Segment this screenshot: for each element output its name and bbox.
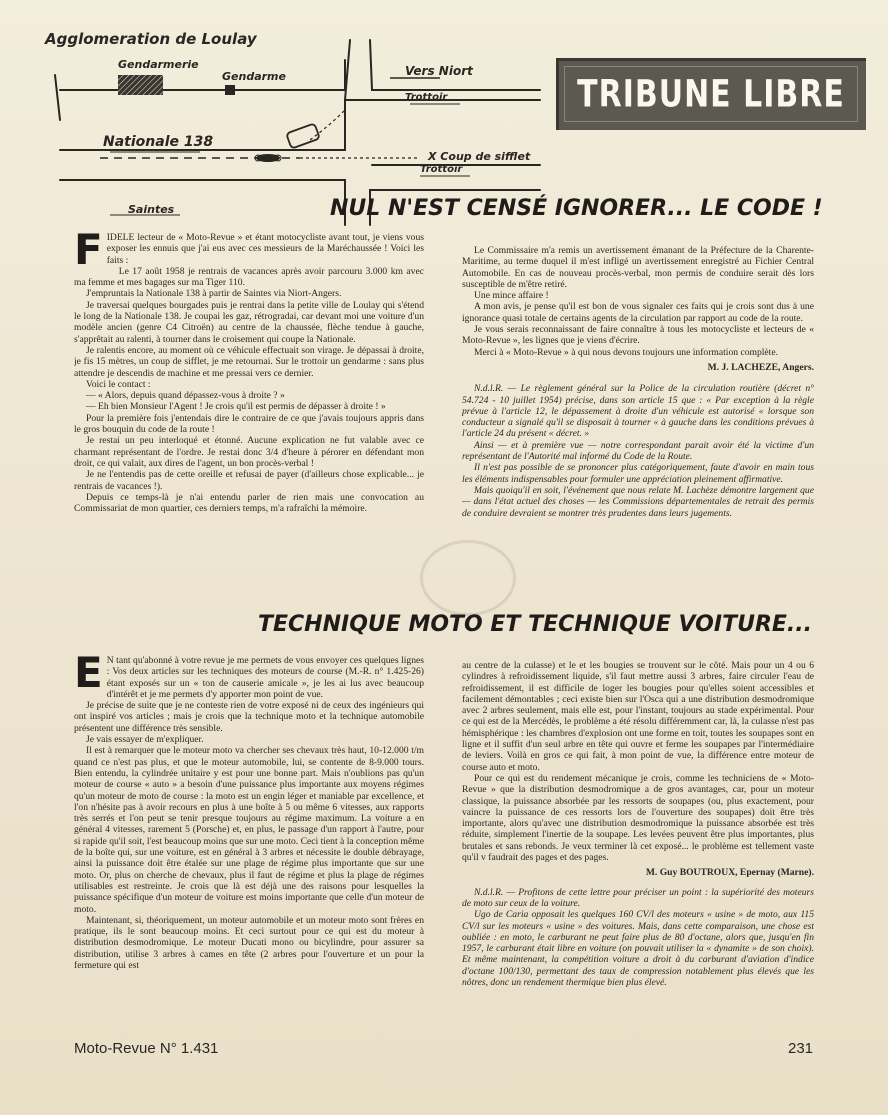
footer-magazine: Moto-Revue N° 1.431 — [74, 1040, 219, 1057]
article1-paragraph: IDELE lecteur de « Moto-Revue » et étant motocycliste avant tout, je viens vous exposer les ennuis que j'ai eus avec ces messieurs de la Maréchaussée ! Voici les faits : — [106, 232, 424, 266]
article1-paragraph: Pour la première fois j'entendais dire le contraire de ce que j'avais toujours appris dans le gros bouquin du code de la route ! — [74, 412, 424, 436]
article2-right-column — [462, 660, 814, 1032]
article1-paragraph: Depuis ce temps-là je n'ai entendu parler de rien mais une convocation au Commissariat de mon quartier, ces derniers temps, m'a rafraîchi la mémoire. — [74, 491, 424, 515]
article1-paragraph: Merci à « Moto-Revue » à qui nous devons toujours une information complète. — [474, 346, 779, 358]
article1-paragraph: Je ne l'entendis pas de cette oreille et refusai de payer (d'ailleurs chose explicable... je rentrais de vacances !). — [74, 469, 424, 492]
map-label-coup-sifflet: X Coup de sifflet — [428, 150, 531, 163]
article1-paragraph: — Eh bien Monsieur l'Agent ! Je crois qu'il est permis de dépasser à droite ! » — [86, 401, 386, 413]
article2-signature: M. Guy BOUTROUX, Epernay (Marne). — [645, 867, 814, 879]
article1-paragraph: J'empruntais la Nationale 138 à partir de Saintes via Niort-Angers. — [86, 288, 342, 300]
map-label-trottoir-top: Trottoir — [405, 92, 448, 103]
map-label-vers-niort: Vers Niort — [405, 64, 473, 78]
watermark-stamp — [420, 540, 516, 616]
article1-paragraph: Je vous serais reconnaissant de faire connaître à tous les motocycliste et lecteurs de « Moto-Revue », les lignes que je viens d'écrire. — [462, 324, 814, 347]
article2-left-column — [74, 655, 424, 1033]
article2-paragraph: au centre de la culasse) et le et les bougies se trouvent sur le côté. Mais pour un 4 ou 6 cylindres à refroidissement liquide, s'il faut mettre aussi 3 arbres, faire circuler l'eau de refroidissement, il est difficile de loger les bougies pour qu'elles soient accessibles et facilement démontables ; ceci existe bien sur l'Osca qui a une distribution desmodromique avec 2 arbres seulement, mais elle est, pour l'instant, toujours au stade expérimental. Pour ce qui est de la Mercédès, le problème a été résolu différemment car, là, la culasse n'est pas hémisphérique : les chambres d'explosion ont une forme en toit, toutes les soupapes sont en ligne et il suffit d'un seul arbre en tête qui ouvre et ferme les soupapes par l'intermédiaire de leviers. Voilà en gros ce qui fait, à mon point de vue, la différence entre moteur de course auto et moto. — [462, 660, 814, 773]
article1-ndlr: N.d.l.R. — Le règlement général sur la Police de la circulation routière (décret n° 54.724 - 10 juillet 1954) précise, dans son article 15 que : « Par exception à la règle prévue à l'article 12, le dépassement à droite d'un véhicule est autorisé « lorsque son conducteur a signalé qu'il se disposait à tourner « à gauche dans les conditions prévues à l'article 24 du présent « décret. » — [462, 383, 814, 440]
article1-signature: M. J. LACHEZE, Angers. — [707, 361, 814, 373]
article2-paragraph: Je vais essayer de m'expliquer. — [86, 734, 204, 746]
article1-paragraph: Voici le contact : — [86, 378, 151, 390]
footer-page-number: 231 — [788, 1040, 814, 1057]
article1-paragraph: Le 17 août 1958 je rentrais de vacances après avoir parcouru 3.000 km avec ma femme et mes bagages sur ma Tiger 110. — [74, 265, 424, 289]
article2-ndlr: N.d.l.R. — Profitons de cette lettre pour préciser un point : la supériorité des moteurs de moto sur ceux de la voiture. — [462, 886, 814, 909]
article2-paragraph: Il est à remarquer que le moteur moto va chercher ses chevaux très haut, 10-12.000 t/m quand ce n'est pas plus, et que le moteur automobile, lui, se contente de 8-9.000 tours. Bien entendu, la cylindrée unitaire y est pour une bonne part. Mais n'oublions pas qu'un moteur de course « auto » a besoin d'une puissance plus importante aux moyens régimes qu'un moteur de moto de course : la moto est un engin léger et maniable par excellence, et l'on n'hésite pas à avoir recours en plus à une boîte à 5 ou même 6 vitesses, aux rapports très serrés et l'on peut se tenir presque toujours au régime maximum. La voiture a en général 4 vitesses, rarement 5 (Porsche) et, en plus, le passage d'un rapport à l'autre, pour si rapide qu'il soit, l'est beaucoup moins que sur une moto. Ceci tient à la conception même de la boîte qui, sur une voiture, est en général à 3 arbres et nécessite le double débrayage, ainsi la puissance doit être étalée sur une plage de régime plus importante que sur une moto. Or, plus on cherche de chevaux, plus il faut de régime et plus la plage de régimes utilisables est restreinte. Je crois que là est déjà une des raisons pour lesquelles la puissance spécifique d'un moteur de voiture est moins importante que celle d'un moteur de moto. — [74, 745, 424, 915]
headline-technique: TECHNIQUE MOTO ET TECHNIQUE VOITURE... — [258, 612, 812, 637]
gendarme-marker — [225, 85, 235, 95]
article1-paragraph: — « Alors, depuis quand dépassez-vous à droite ? » — [86, 390, 285, 402]
article2-paragraph: Je précise de suite que je ne conteste rien de votre exposé ni de ceux des ingénieurs qui ont inspiré vos articles ; mais je crois que la technique moto et la technique automobile présentent une différence très sensible. — [74, 700, 424, 734]
article1-left-column — [74, 232, 424, 572]
map-label-nationale: Nationale 138 — [103, 134, 214, 150]
map-label-gendarme: Gendarme — [222, 70, 286, 83]
map-label-town: Agglomeration de Loulay — [45, 30, 257, 48]
section-header-box — [556, 58, 866, 130]
headline-code: NUL N'EST CENSÉ IGNORER... LE CODE ! — [330, 196, 823, 221]
map-label-saintes: Saintes — [128, 203, 175, 216]
article1-ndlr: Mais quoiqu'il en soit, l'événement que nous relate M. Lachèze démontre largement que — dans l'état actuel des choses — les Commissions départementales de retrait des permis de conduire devraient se montrer très prudentes dans leurs jugements. — [462, 484, 814, 519]
article1-paragraph: Une mince affaire ! — [474, 290, 549, 302]
article1-paragraph: A mon avis, je pense qu'il est bon de vous signaler ces faits qui je crois sont dus à une ignorance quasi totale de certains agents de la circulation par rapport au code de la route. — [462, 301, 814, 324]
article1-dropcap: F — [74, 232, 103, 274]
map-label-trottoir-bottom: Trottoir — [420, 164, 463, 175]
section-title: TRIBUNE LIBRE — [577, 72, 845, 116]
article2-ndlr: Ugo de Caria opposait les quelques 160 CV/l des moteurs « usine » de moto, aux 115 CV/l sur les moteurs « usine » des voitures. Mais, dans cette comparaison, une chose est oubliée : en moto, le carburant ne peut faire plus de 80 d'octane, alors que, jusqu'en fin 1957, le carburant était libre en voiture (on pouvait utiliser la « dynamite » de son choix). Et même maintenant, la compétition voiture a droit à du carburant d'aviation d'indice d'octane 100/130, permettant des taux de compression notablement plus élevés que les nôtres, donc un rendement thermique bien plus élevé. — [462, 909, 814, 989]
article1-paragraph: Le Commissaire m'a remis un avertissement émanant de la Préfecture de la Charente-Maritime, au terme duquel il m'est infligé un avertissement enregistré au Fichier Central Automobile. En cas de nouveau procès-verbal, mon permis de conduire serait dès lors susceptible de m'être retiré. — [462, 245, 814, 290]
article2-paragraph: N tant qu'abonné à votre revue je me permets de vous envoyer ces quelques lignes : Vos deux articles sur les techniques des moteurs de course (M.-R. n° 1.425-26) étant exposés sur un « ton de causerie amicale », je les ai lus avec beaucoup d'intérêt et je me permets d'y apporter mon point de vue. — [106, 655, 424, 700]
article1-ndlr: Ainsi — et à première vue — notre correspondant parait avoir été la victime d'un représentant de l'Autorité mal informé du Code de la Route. — [462, 439, 814, 463]
article1-right-column — [462, 245, 814, 575]
article2-paragraph: Maintenant, si, théoriquement, un moteur automobile et un moteur moto sont frères en pratique, ils le sont beaucoup moins. Et ceci surtout pour ce qui est du moteur à distribution desmodromique. Le moteur Ducati mono ou bicylindre, pour assurer sa distribution, utilise 3 arbres à cames en tête (2 arbres pour l'ouverture et un pour la fermeture qui est — [74, 914, 424, 972]
article1-ndlr: Il n'est pas possible de se prononcer plus catégoriquement, faute d'avoir en main tous les éléments indispensables pour formuler une appréciation pleinement affirmative. — [462, 462, 814, 485]
article1-paragraph: Je ralentis encore, au moment où ce véhicule effectuait son virage. Je dépassai à droite, je fis 15 mètres, un coup de sifflet, je me retournai. Sur le trottoir un gendarme : sans plus attendre je descendis de machine et me pressai vers ce dernier. — [74, 344, 424, 379]
article2-dropcap: E — [74, 655, 103, 697]
article1-paragraph: Je restai un peu interloqué et étonné. Aucune explication ne fut valable avec ce charmant représentant de l'ordre. Je restai donc 3/4 d'heure à pérorer en défendant mon droit, ce qui valait, aux dires de l'agent, un bon procès-verbal ! — [74, 435, 424, 469]
article2-paragraph: Pour ce qui est du rendement mécanique je crois, comme les techniciens de « Moto-Revue » que la distribution desmodromique a de gros avantages, car, pour un moteur classique, la puissance absorbée par les ressorts de soupapes (ou, plus exactement, pour vaincre la puissance de ces ressorts lors de l'ouverture des soupapes) doit être très importante, alors qu'avec une distribution desmodromique la puissance absorbée est très réduite, simplement l'inertie de la soupape. Les levées peuvent être plus importantes, plus brutales et sans rebonds. Je veux terminer là cet exposé... le problème est tellement vaste qu'il v faudrait des pages et des pages. — [462, 772, 814, 864]
article1-paragraph: Je traversai quelques bourgades puis je rentrai dans la petite ville de Loulay qui s'étend le long de la Nationale 138. Je coupai les gaz, rétrogradai, car devant moi une voiture d'un modèle ancien (genre C4 Citroën) au centre de la chaussée, flèche tendue à gauche, s'apprêtait au ralenti, à tourner dans le croisement qui coupe la Nationale. — [74, 299, 424, 345]
map-label-gendarmerie: Gendarmerie — [118, 58, 199, 71]
